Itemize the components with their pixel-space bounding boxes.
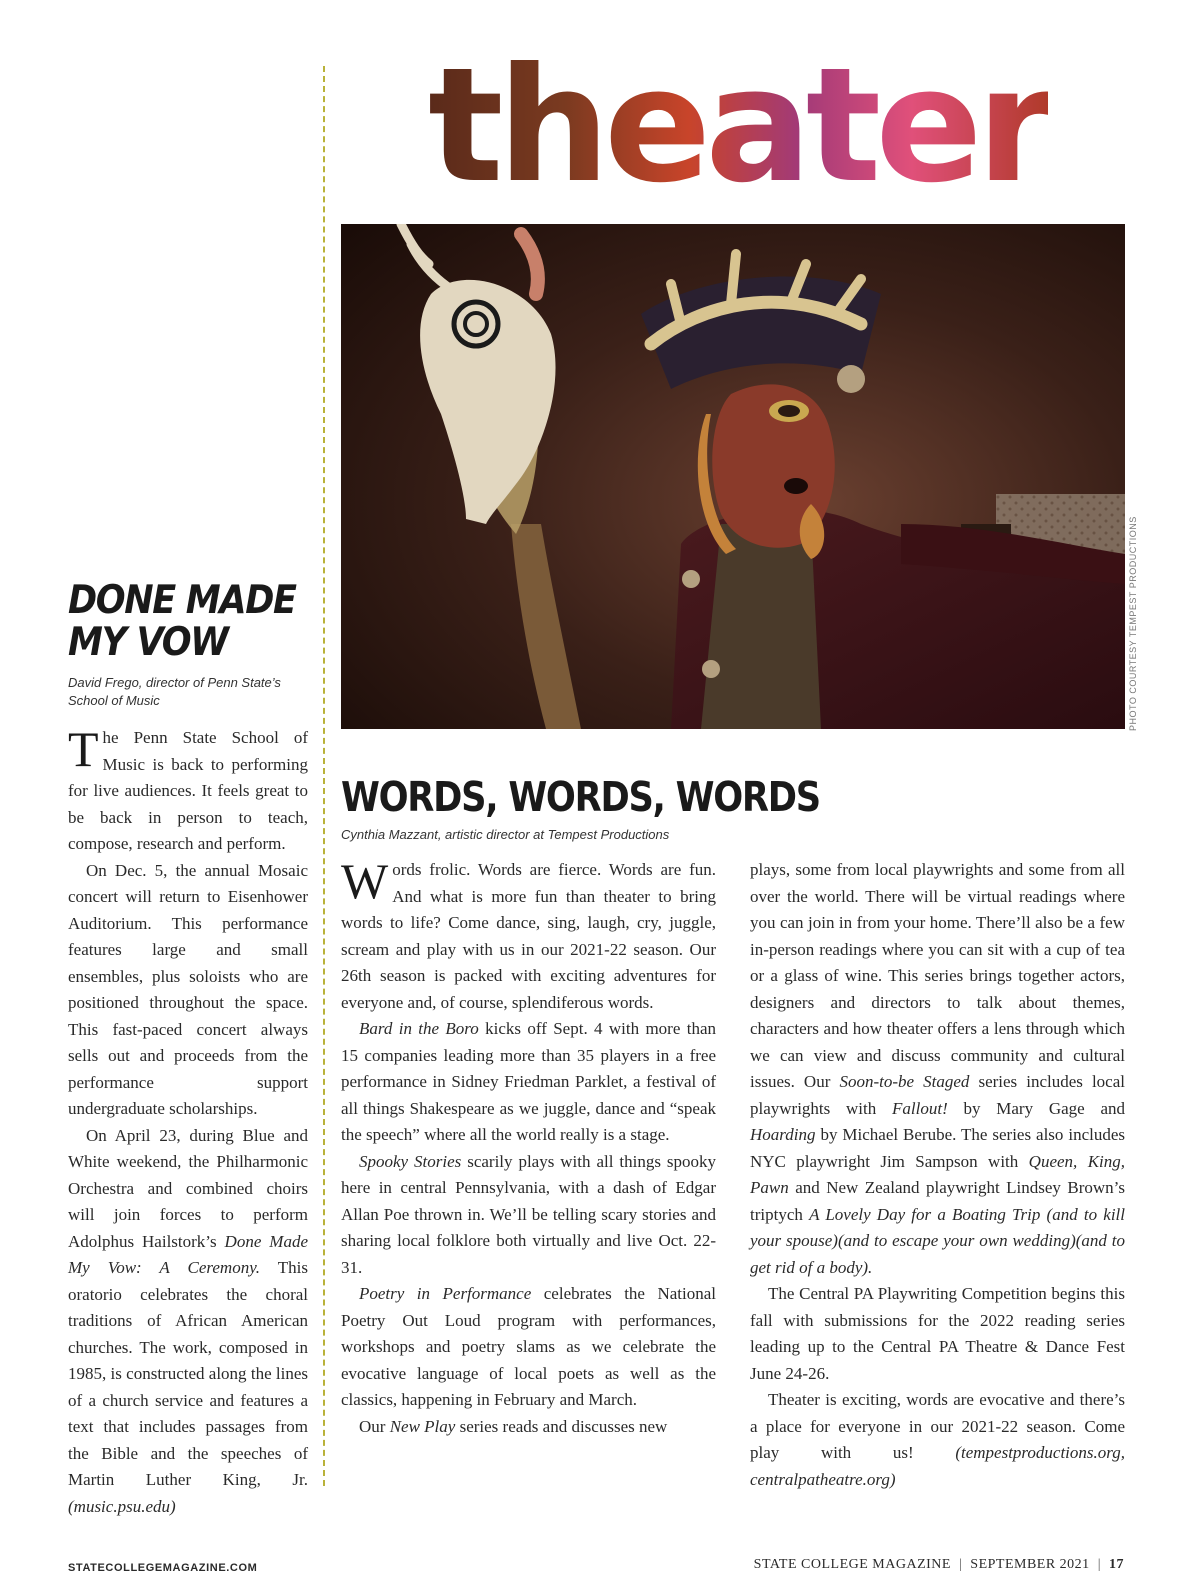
left-paragraph-3: On April 23, during Blue and White weekend, the Philharmonic Orchestra and combined choirs will join forces to perform Adolphus Hailstork’s Done Made My Vow: A Ceremony. This oratorio celebrates the choral traditions of African American churches. The work, composed in 1985, is constructed along the lines of a church service and features a text that includes passages from the Bible and the speeches of Martin Luther King, Jr. (music.psu.edu) (68, 1125, 308, 1516)
section-header-word: theater (428, 34, 1049, 218)
right-article-title: WORDS, WORDS, WORDS (341, 773, 820, 821)
right-paragraph-1: Words frolic. Words are fierce. Words are fun. And what is more fun than theater to bring words to life? Come dance, sing, laugh, cry, juggle, scream and play with us in our 2021-22 season. Our 26th season is packed with exciting adventures for everyone and, of course, splendiferous words. (341, 853, 716, 1012)
drop-cap: W (341, 853, 389, 909)
right-paragraph-2: Bard in the Boro kicks off Sept. 4 with more than 15 companies leading more than 35 players in a free performance in Sidney Friedman Parklet, a festival of all things Shakespeare as we juggle, dance and “speak the speech” where all the world really is a stage. (341, 1019, 717, 1144)
right-article-column-2 (750, 857, 1125, 1493)
theater-photo (341, 224, 1125, 729)
left-article-byline: David Frego, director of Penn State’s School of Music (68, 675, 281, 708)
footer-magazine: STATE COLLEGE MAGAZINE (753, 1557, 951, 1572)
left-article-body (68, 721, 308, 1520)
right-article-column-1 (341, 853, 717, 1440)
footer-separator: | (958, 1557, 963, 1572)
right-paragraph-7: The Central PA Playwriting Competition begins this fall with submissions for the 2022 reading series leading up to the Central PA Theatre & Dance Fest June 24-26. (750, 1284, 1125, 1383)
section-header (428, 34, 1128, 218)
right-paragraph-5: Our New Play series reads and discusses new (359, 1416, 668, 1436)
left-paragraph-1: The Penn State School of Music is back to performing for live audiences. It feels great to be back in person to teach, compose, research and perform. (68, 721, 308, 853)
footer-date: SEPTEMBER 2021 (970, 1557, 1090, 1572)
column-divider (323, 66, 325, 1486)
page-number: 17 (1109, 1557, 1124, 1572)
right-article-byline: Cynthia Mazzant, artistic director at Tempest Productions (341, 827, 670, 842)
left-paragraph-2: On Dec. 5, the annual Mosaic concert will return to Eisenhower Auditorium. This performance features large and small ensembles, plus soloists who are positioned throughout the space. This fast-paced concert always sells out and proceeds from the performance support undergraduate scholarships. (68, 860, 308, 1118)
left-article-title: DONE MADE MY VOW (68, 578, 296, 665)
right-paragraph-8: Theater is exciting, words are evocative and there’s a place for everyone in our 2021-22 season. Come play with us! (tempestproductions.org, centralpatheatre.org) (750, 1390, 1125, 1489)
photo-credit: PHOTO COURTESY TEMPEST PRODUCTIONS (1128, 516, 1138, 731)
right-article-link[interactable]: (tempestproductions.org, centralpatheatre.org) (750, 1443, 1125, 1489)
right-paragraph-6: plays, some from local playwrights and some from all over the world. There will be virtual readings where you can join in from your home. There’ll also be a few in-person readings where you can sit with a cup of tea or a glass of wine. This series brings together actors, designers and directors to talk about themes, characters and how theater offers a lens through which we can view and discuss community and cultural issues. Our Soon-to-be Staged series includes local playwrights with Fallout! by Mary Gage and Hoarding by Michael Berube. The series also includes NYC playwright Jim Sampson with Queen, King, Pawn and New Zealand playwright Lindsey Brown’s triptych A Lovely Day for a Boating Trip (and to kill your spouse)(and to escape your own wedding)(and to get rid of a body). (750, 860, 1125, 1277)
right-paragraph-4: Poetry in Performance celebrates the National Poetry Out Loud program with performances, workshops and poetry slams as we celebrate the evocative language of local poets as well as the classics, happening in February and March. (341, 1284, 716, 1409)
right-paragraph-3: Spooky Stories scarily plays with all things spooky here in central Pennsylvania, with a dash of Edgar Allan Poe thrown in. We’ll be telling scary stories and sharing local folklore both virtually and live Oct. 22-31. (341, 1151, 716, 1277)
left-article-header (68, 580, 308, 710)
footer-website[interactable]: STATECOLLEGEMAGAZINE.COM (68, 1562, 258, 1574)
drop-cap: T (68, 721, 99, 777)
left-article-link[interactable]: (music.psu.edu) (68, 1496, 176, 1516)
footer-separator: | (1097, 1557, 1101, 1572)
footer-folio (754, 1557, 1124, 1573)
